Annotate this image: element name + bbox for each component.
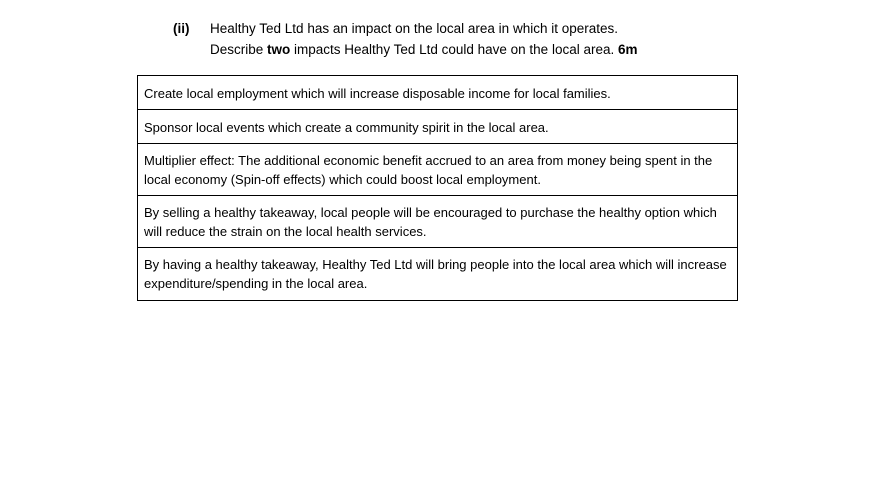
answer-row: Multiplier effect: The additional economic benefit accrued to an area from money being spent in the local economy (Spin-off effects) which could boost local employment. <box>138 144 737 196</box>
question-block <box>173 18 638 60</box>
answer-row: By having a healthy takeaway, Healthy Ted Ltd will bring people into the local area which will increase expenditure/spending in the local area. <box>144 257 727 291</box>
question-line-1 <box>173 18 638 39</box>
marks-label: 6m <box>617 42 638 57</box>
answer-row: Sponsor local events which create a community spirit in the local area. <box>138 110 737 144</box>
question-line-2 <box>173 39 638 60</box>
question-text: Healthy Ted Ltd has an impact on the local area in which it operates. <box>210 21 618 36</box>
answer-row: Create local employment which will increase disposable income for local families. <box>138 76 737 110</box>
instruction-middle: impacts Healthy Ted Ltd could have on the local area. <box>290 42 618 57</box>
instruction-prefix: Describe <box>210 42 268 57</box>
question-indent <box>173 39 210 60</box>
answer-table <box>137 75 738 301</box>
answer-row: By selling a healthy takeaway, local people will be encouraged to purchase the healthy option which will reduce the strain on the local health services. <box>138 196 737 248</box>
instruction-text <box>210 39 638 60</box>
instruction-emphasis: two <box>267 42 291 57</box>
question-number: (ii) <box>173 21 190 36</box>
